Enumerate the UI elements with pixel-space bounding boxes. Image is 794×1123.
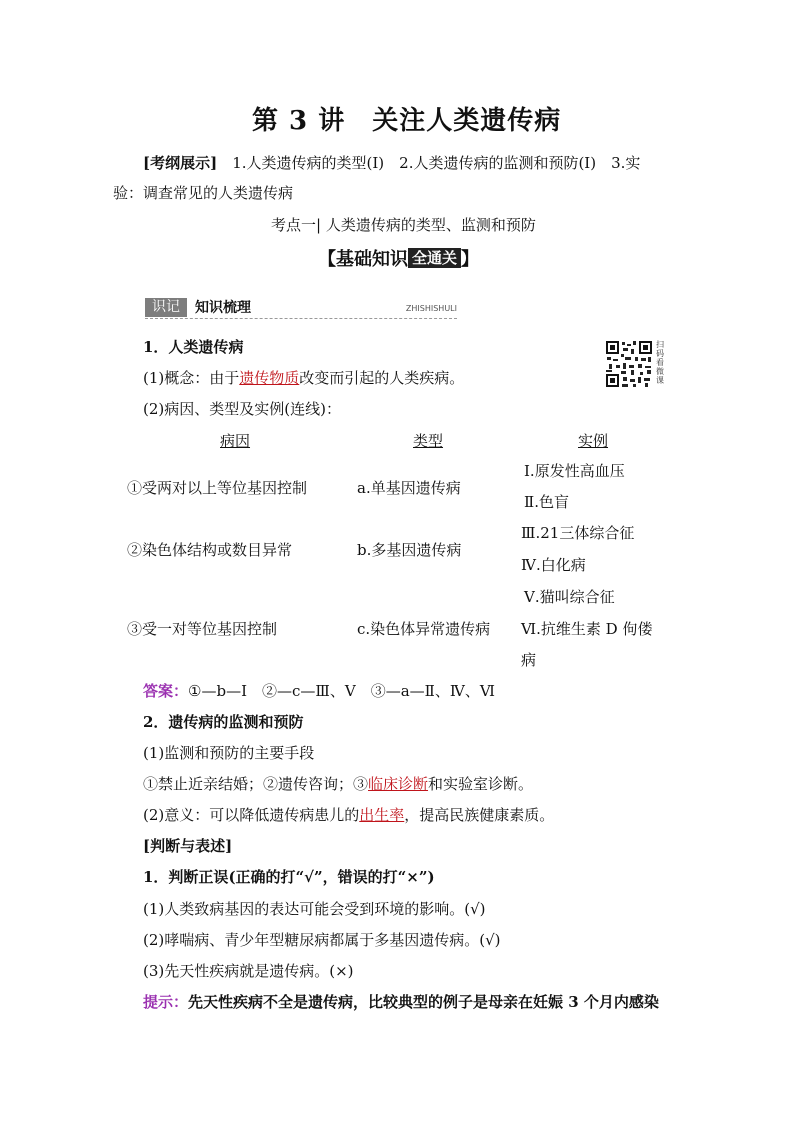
s2-means-detail bbox=[143, 774, 533, 794]
s2-means-pre: ①禁止近亲结婚；②遗传咨询；③ bbox=[143, 775, 369, 793]
section-pinyin: ZHISHISHULI bbox=[405, 304, 457, 313]
example-item: Ⅴ.猫叫综合征 bbox=[524, 588, 615, 606]
s1-cause-line: (2)病因、类型及实例(连线)： bbox=[143, 400, 341, 418]
s1-concept-key: 遗传物质 bbox=[239, 369, 300, 387]
outline-line-1 bbox=[143, 153, 640, 173]
section-header bbox=[145, 298, 457, 319]
page-title: 第 3 讲 关注人类遗传病 bbox=[252, 106, 562, 136]
table-header-example: 实例 bbox=[578, 432, 609, 450]
section-title: 知识梳理 bbox=[195, 300, 251, 316]
hint-text: 先天性疾病不全是遗传病，比较典型的例子是母亲在妊娠 3 个月内感染 bbox=[188, 993, 659, 1011]
example-item: Ⅲ.21三体综合征 bbox=[521, 524, 635, 542]
hint-label: 提示： bbox=[143, 993, 189, 1011]
example-item: Ⅳ.白化病 bbox=[521, 556, 586, 574]
watermark bbox=[606, 760, 627, 786]
section-tag: 识记 bbox=[145, 298, 187, 317]
judge-item: (2)哮喘病、青少年型糖尿病都属于多基因遗传病。(√) bbox=[143, 931, 501, 949]
banner-box bbox=[408, 248, 461, 279]
basic-knowledge-banner bbox=[318, 247, 480, 279]
example-item: Ⅰ.原发性高血压 bbox=[524, 462, 625, 480]
banner-box-sub: QUANTONGGUAN bbox=[412, 273, 461, 279]
s1-heading: 1．人类遗传病 bbox=[143, 338, 244, 356]
banner-box-text: 全通关 bbox=[412, 249, 458, 267]
judge-item: (1)人类致病基因的表达可能会受到环境的影响。(√) bbox=[143, 900, 486, 918]
qr-code-icon[interactable] bbox=[605, 340, 653, 388]
s1-concept-post: 改变而引起的人类疾病。 bbox=[299, 369, 465, 387]
type-item: a.单基因遗传病 bbox=[357, 479, 461, 497]
qr-side-text: 扫码看微课 bbox=[656, 340, 664, 385]
judge-item: (3)先天性疾病就是遗传病。(×) bbox=[143, 962, 354, 980]
cause-item: ①受两对以上等位基因控制 bbox=[127, 479, 308, 497]
s1-concept-pre: (1)概念：由于 bbox=[143, 369, 240, 387]
s2-means: (1)监测和预防的主要手段 bbox=[143, 744, 315, 762]
s2-meaning-post: ，提高民族健康素质。 bbox=[404, 806, 555, 824]
example-item: Ⅵ.抗维生素 D 佝偻 bbox=[521, 620, 653, 638]
judge-heading: [判断与表述] bbox=[143, 837, 233, 855]
s2-means-post: 和实验室诊断。 bbox=[428, 775, 534, 793]
answer-text: ①—b—Ⅰ ②—c—Ⅲ、Ⅴ ③—a—Ⅱ、Ⅳ、Ⅵ bbox=[188, 682, 495, 700]
answer-line bbox=[143, 681, 495, 701]
outline-text-1: 1.人类遗传病的类型(Ⅰ) 2.人类遗传病的监测和预防(Ⅰ) 3.实 bbox=[217, 154, 641, 172]
banner-right: 】 bbox=[461, 249, 480, 270]
outline-tag: [考纲展示] bbox=[143, 154, 218, 172]
s2-heading: 2．遗传病的监测和预防 bbox=[143, 713, 304, 731]
hint-line bbox=[143, 992, 659, 1012]
s1-concept bbox=[143, 368, 464, 388]
answer-label: 答案： bbox=[143, 682, 189, 700]
type-item: b.多基因遗传病 bbox=[357, 541, 462, 559]
s2-means-key: 临床诊断 bbox=[368, 775, 429, 793]
cause-item: ②染色体结构或数目异常 bbox=[127, 541, 293, 559]
s2-meaning bbox=[143, 805, 554, 825]
cause-item: ③受一对等位基因控制 bbox=[127, 620, 278, 638]
example-item: 病 bbox=[521, 651, 537, 669]
example-item: Ⅱ.色盲 bbox=[524, 493, 569, 511]
table-header-type: 类型 bbox=[413, 432, 444, 450]
banner-left: 【基础知识 bbox=[318, 249, 408, 270]
kaodian-heading: 考点一| 人类遗传病的类型、监测和预防 bbox=[271, 216, 536, 234]
table-header-cause: 病因 bbox=[220, 432, 251, 450]
type-item: c.染色体异常遗传病 bbox=[357, 620, 491, 638]
outline-line-2: 验：调查常见的人类遗传病 bbox=[113, 184, 294, 202]
s2-meaning-pre: (2)意义：可以降低遗传病患儿的 bbox=[143, 806, 360, 824]
judge-question-title: 1．判断正误(正确的打“√”，错误的打“×”) bbox=[143, 868, 435, 886]
s2-meaning-key: 出生率 bbox=[359, 806, 405, 824]
